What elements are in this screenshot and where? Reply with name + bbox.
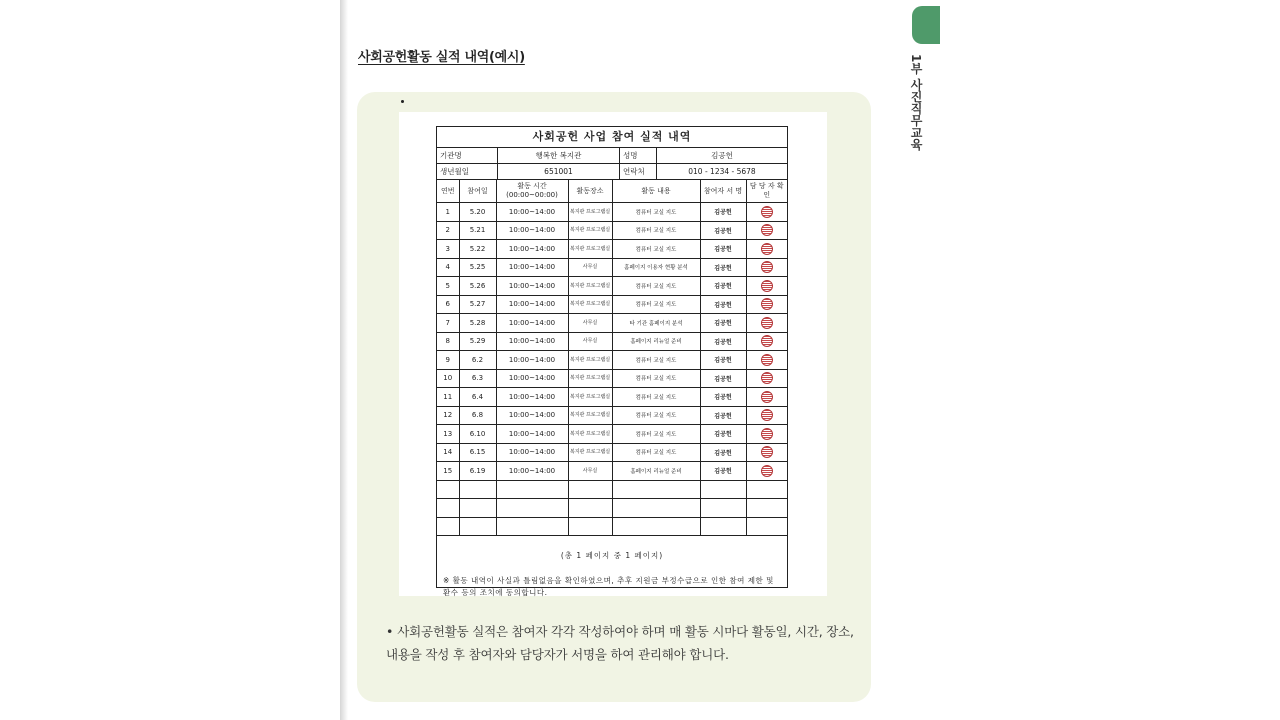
row-no: 1: [437, 203, 459, 222]
stamp-icon: [761, 298, 773, 310]
row-no: 10: [437, 369, 459, 388]
info-table: [437, 148, 787, 180]
row-no: 4: [437, 258, 459, 277]
row-time: 10:00~14:00: [496, 369, 568, 388]
header-manager: 담 당 자 확 인: [746, 180, 787, 203]
row-place: 복지관 프로그램실: [568, 406, 612, 425]
row-manager-stamp: [746, 406, 787, 425]
table-row: [437, 277, 787, 296]
row-participant-sign: 김공헌: [700, 295, 746, 314]
stamp-icon: [761, 409, 773, 421]
row-place: 복지관 프로그램실: [568, 388, 612, 407]
row-place: 복지관 프로그램실: [568, 221, 612, 240]
row-time: 10:00~14:00: [496, 221, 568, 240]
stamp-icon: [761, 261, 773, 273]
form-title: 사회공헌 사업 참여 실적 내역: [437, 127, 787, 148]
stamp-icon: [761, 206, 773, 218]
table-row: [437, 443, 787, 462]
name-label: 성명: [620, 148, 657, 164]
row-manager-stamp: [746, 203, 787, 222]
row-content: 컴퓨터 교실 지도: [612, 443, 700, 462]
row-content: 홈페이지 리뉴얼 준비: [612, 462, 700, 481]
stamp-icon: [761, 317, 773, 329]
row-content: 홈페이지 리뉴얼 준비: [612, 332, 700, 351]
row-no: 14: [437, 443, 459, 462]
activity-table: [437, 180, 787, 536]
birth-label: 생년월일: [437, 164, 498, 180]
row-participant-sign: 김공헌: [700, 351, 746, 370]
row-no: 2: [437, 221, 459, 240]
scan-speck: [401, 100, 404, 103]
row-date: 5.26: [459, 277, 496, 296]
header-place: 활동장소: [568, 180, 612, 203]
row-time: 10:00~14:00: [496, 425, 568, 444]
page-gutter-shadow: [340, 0, 348, 720]
table-row: [437, 425, 787, 444]
stamp-icon: [761, 391, 773, 403]
row-place: 복지관 프로그램실: [568, 295, 612, 314]
row-content: 컴퓨터 교실 지도: [612, 240, 700, 259]
row-content: 컴퓨터 교실 지도: [612, 295, 700, 314]
row-participant-sign: 김공헌: [700, 388, 746, 407]
table-row: [437, 203, 787, 222]
row-participant-sign: 김공헌: [700, 258, 746, 277]
row-time: 10:00~14:00: [496, 332, 568, 351]
row-manager-stamp: [746, 462, 787, 481]
table-row: [437, 406, 787, 425]
row-time: 10:00~14:00: [496, 314, 568, 333]
org-label: 기관명: [437, 148, 498, 164]
row-date: 6.4: [459, 388, 496, 407]
row-time: 10:00~14:00: [496, 351, 568, 370]
row-participant-sign: 김공헌: [700, 203, 746, 222]
row-place: 복지관 프로그램실: [568, 203, 612, 222]
row-participant-sign: 김공헌: [700, 462, 746, 481]
row-participant-sign: 김공헌: [700, 406, 746, 425]
row-manager-stamp: [746, 277, 787, 296]
row-time: 10:00~14:00: [496, 258, 568, 277]
table-row: [437, 314, 787, 333]
row-no: 11: [437, 388, 459, 407]
row-content: 컴퓨터 교실 지도: [612, 406, 700, 425]
row-time: 10:00~14:00: [496, 388, 568, 407]
row-date: 5.27: [459, 295, 496, 314]
row-date: 5.22: [459, 240, 496, 259]
row-no: 13: [437, 425, 459, 444]
stamp-icon: [761, 243, 773, 255]
page-count: (총 1 페이지 중 1 페이지): [560, 551, 664, 560]
bullet-note-text: 사회공헌활동 실적은 참여자 각각 작성하여야 하며 매 활동 시마다 활동일, 시간, 장소, 내용을 작성 후 참여자와 담당자가 서명을 하여 관리해야 합니다.: [386, 624, 854, 662]
row-place: 복지관 프로그램실: [568, 425, 612, 444]
blank-rows: [437, 480, 787, 536]
row-date: 5.20: [459, 203, 496, 222]
row-no: 8: [437, 332, 459, 351]
stamp-icon: [761, 354, 773, 366]
row-participant-sign: 김공헌: [700, 369, 746, 388]
row-place: 사무실: [568, 332, 612, 351]
row-date: 6.2: [459, 351, 496, 370]
row-time: 10:00~14:00: [496, 277, 568, 296]
row-no: 7: [437, 314, 459, 333]
row-manager-stamp: [746, 240, 787, 259]
chapter-label: 1부 사진직무교육: [909, 54, 923, 151]
contact-label: 연락처: [620, 164, 657, 180]
bullet-note: [386, 620, 856, 666]
row-time: 10:00~14:00: [496, 406, 568, 425]
row-date: 6.10: [459, 425, 496, 444]
row-time: 10:00~14:00: [496, 443, 568, 462]
row-no: 3: [437, 240, 459, 259]
row-date: 6.19: [459, 462, 496, 481]
row-content: 컴퓨터 교실 지도: [612, 351, 700, 370]
org-value: 행복한 복지관: [498, 148, 620, 164]
row-content: 컴퓨터 교실 지도: [612, 388, 700, 407]
activity-rows: [437, 203, 787, 481]
header-content: 활동 내용: [612, 180, 700, 203]
row-place: 복지관 프로그램실: [568, 369, 612, 388]
table-row: [437, 295, 787, 314]
form-footer: [437, 536, 787, 599]
row-place: 사무실: [568, 314, 612, 333]
stamp-icon: [761, 428, 773, 440]
row-time: 10:00~14:00: [496, 462, 568, 481]
section-title: 사회공헌활동 실적 내역(예시): [358, 50, 525, 65]
row-date: 6.8: [459, 406, 496, 425]
table-row: [437, 351, 787, 370]
row-participant-sign: 김공헌: [700, 332, 746, 351]
table-row: [437, 388, 787, 407]
row-place: 복지관 프로그램실: [568, 240, 612, 259]
name-value: 김공헌: [657, 148, 788, 164]
header-time: 활동 시간 (00:00~00:00): [496, 180, 568, 203]
row-content: 홈페이지 이용자 현황 분석: [612, 258, 700, 277]
row-manager-stamp: [746, 295, 787, 314]
row-no: 6: [437, 295, 459, 314]
stamp-icon: [761, 465, 773, 477]
row-participant-sign: 김공헌: [700, 443, 746, 462]
blank-row: [437, 499, 787, 518]
row-date: 5.21: [459, 221, 496, 240]
row-participant-sign: 김공헌: [700, 240, 746, 259]
stamp-icon: [761, 372, 773, 384]
row-time: 10:00~14:00: [496, 295, 568, 314]
row-participant-sign: 김공헌: [700, 277, 746, 296]
row-no: 9: [437, 351, 459, 370]
row-no: 5: [437, 277, 459, 296]
row-place: 복지관 프로그램실: [568, 351, 612, 370]
blank-row: [437, 517, 787, 536]
header-date: 참여일: [459, 180, 496, 203]
row-manager-stamp: [746, 443, 787, 462]
table-row: [437, 332, 787, 351]
row-content: 컴퓨터 교실 지도: [612, 277, 700, 296]
row-content: 컴퓨터 교실 지도: [612, 203, 700, 222]
row-manager-stamp: [746, 351, 787, 370]
header-no: 연번: [437, 180, 459, 203]
table-row: [437, 462, 787, 481]
contact-value: 010 - 1234 - 5678: [657, 164, 788, 180]
row-manager-stamp: [746, 221, 787, 240]
row-content: 컴퓨터 교실 지도: [612, 221, 700, 240]
stamp-icon: [761, 446, 773, 458]
header-participant: 참여자 서 명: [700, 180, 746, 203]
row-manager-stamp: [746, 258, 787, 277]
row-manager-stamp: [746, 314, 787, 333]
row-manager-stamp: [746, 388, 787, 407]
record-form: [436, 126, 788, 597]
bullet-icon: •: [386, 624, 394, 639]
row-date: 5.25: [459, 258, 496, 277]
row-time: 10:00~14:00: [496, 203, 568, 222]
row-no: 15: [437, 462, 459, 481]
stamp-icon: [761, 335, 773, 347]
table-row: [437, 240, 787, 259]
row-manager-stamp: [746, 425, 787, 444]
agreement-notice: ※ 활동 내역이 사실과 틀림없음을 확인하였으며, 추후 지원금 부정수급으로 인한 참여 제한 및 환수 등의 조치에 동의합니다.: [443, 576, 774, 597]
row-place: 복지관 프로그램실: [568, 443, 612, 462]
row-no: 12: [437, 406, 459, 425]
row-content: 타 기관 홈페이지 분석: [612, 314, 700, 333]
row-manager-stamp: [746, 369, 787, 388]
table-row: [437, 369, 787, 388]
row-date: 5.28: [459, 314, 496, 333]
birth-value: 651001: [498, 164, 620, 180]
row-time: 10:00~14:00: [496, 240, 568, 259]
stamp-icon: [761, 280, 773, 292]
row-date: 5.29: [459, 332, 496, 351]
stamp-icon: [761, 224, 773, 236]
row-date: 6.3: [459, 369, 496, 388]
row-place: 복지관 프로그램실: [568, 277, 612, 296]
table-row: [437, 258, 787, 277]
row-content: 컴퓨터 교실 지도: [612, 425, 700, 444]
row-manager-stamp: [746, 332, 787, 351]
row-content: 컴퓨터 교실 지도: [612, 369, 700, 388]
row-participant-sign: 김공헌: [700, 425, 746, 444]
table-row: [437, 221, 787, 240]
row-date: 6.15: [459, 443, 496, 462]
blank-row: [437, 480, 787, 499]
row-place: 사무실: [568, 258, 612, 277]
chapter-tab: [912, 6, 940, 44]
row-participant-sign: 김공헌: [700, 314, 746, 333]
row-place: 사무실: [568, 462, 612, 481]
row-participant-sign: 김공헌: [700, 221, 746, 240]
